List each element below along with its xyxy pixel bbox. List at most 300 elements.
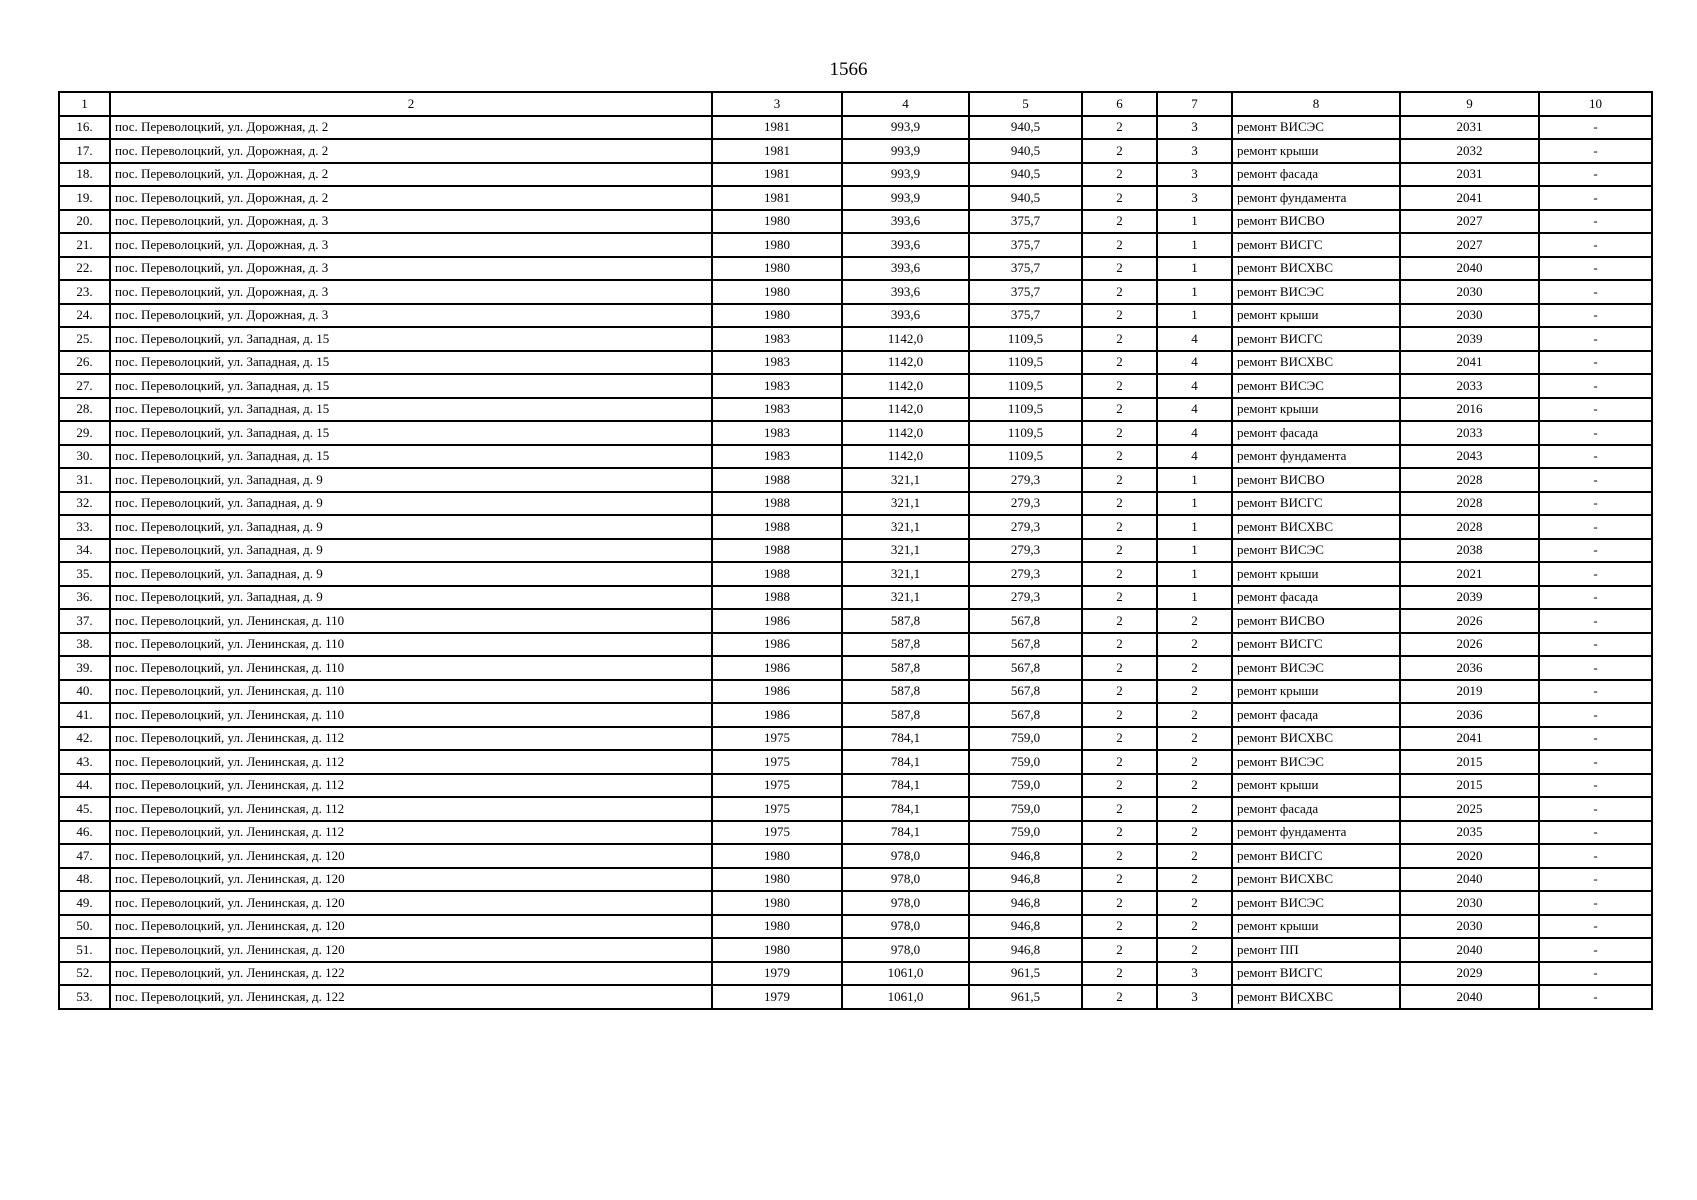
floors-cell: 2 <box>1082 985 1157 1009</box>
floors-cell: 2 <box>1082 421 1157 445</box>
table-row <box>59 797 1652 821</box>
row-number-cell: 29. <box>59 421 110 445</box>
row-number-cell: 23. <box>59 280 110 304</box>
planned-year-cell: 2032 <box>1400 139 1539 163</box>
year-built-cell: 1986 <box>712 609 842 633</box>
column-header: 1 <box>59 92 110 116</box>
entrances-cell: 2 <box>1157 844 1232 868</box>
planned-year-cell: 2043 <box>1400 445 1539 469</box>
total-area-cell: 321,1 <box>842 586 969 610</box>
table-row <box>59 233 1652 257</box>
total-area-cell: 321,1 <box>842 562 969 586</box>
note-cell: - <box>1539 539 1652 563</box>
address-cell: пос. Переволоцкий, ул. Западная, д. 15 <box>110 398 712 422</box>
row-number-cell: 52. <box>59 962 110 986</box>
planned-year-cell: 2025 <box>1400 797 1539 821</box>
year-built-cell: 1981 <box>712 116 842 140</box>
living-area-cell: 375,7 <box>969 257 1082 281</box>
note-cell: - <box>1539 985 1652 1009</box>
column-header: 8 <box>1232 92 1400 116</box>
floors-cell: 2 <box>1082 680 1157 704</box>
entrances-cell: 2 <box>1157 891 1232 915</box>
table-body <box>59 116 1652 1009</box>
address-cell: пос. Переволоцкий, ул. Ленинская, д. 110 <box>110 656 712 680</box>
table-row <box>59 421 1652 445</box>
work-type-cell: ремонт ВИСХВС <box>1232 727 1400 751</box>
year-built-cell: 1988 <box>712 492 842 516</box>
work-type-cell: ремонт ПП <box>1232 938 1400 962</box>
address-cell: пос. Переволоцкий, ул. Дорожная, д. 3 <box>110 280 712 304</box>
planned-year-cell: 2026 <box>1400 633 1539 657</box>
header-row <box>59 92 1652 116</box>
entrances-cell: 1 <box>1157 257 1232 281</box>
floors-cell: 2 <box>1082 515 1157 539</box>
work-type-cell: ремонт ВИСХВС <box>1232 257 1400 281</box>
address-cell: пос. Переволоцкий, ул. Западная, д. 15 <box>110 327 712 351</box>
table-row <box>59 468 1652 492</box>
address-cell: пос. Переволоцкий, ул. Западная, д. 15 <box>110 351 712 375</box>
planned-year-cell: 2031 <box>1400 116 1539 140</box>
address-cell: пос. Переволоцкий, ул. Западная, д. 9 <box>110 468 712 492</box>
year-built-cell: 1983 <box>712 327 842 351</box>
living-area-cell: 1109,5 <box>969 351 1082 375</box>
entrances-cell: 1 <box>1157 515 1232 539</box>
row-number-cell: 19. <box>59 186 110 210</box>
work-type-cell: ремонт фасада <box>1232 586 1400 610</box>
address-cell: пос. Переволоцкий, ул. Западная, д. 15 <box>110 421 712 445</box>
row-number-cell: 31. <box>59 468 110 492</box>
living-area-cell: 946,8 <box>969 868 1082 892</box>
page-number: 1566 <box>829 59 868 80</box>
planned-year-cell: 2033 <box>1400 374 1539 398</box>
total-area-cell: 784,1 <box>842 727 969 751</box>
row-number-cell: 33. <box>59 515 110 539</box>
planned-year-cell: 2036 <box>1400 703 1539 727</box>
row-number-cell: 36. <box>59 586 110 610</box>
year-built-cell: 1980 <box>712 280 842 304</box>
work-type-cell: ремонт крыши <box>1232 774 1400 798</box>
year-built-cell: 1980 <box>712 257 842 281</box>
entrances-cell: 2 <box>1157 797 1232 821</box>
address-cell: пос. Переволоцкий, ул. Дорожная, д. 3 <box>110 257 712 281</box>
table-row <box>59 139 1652 163</box>
living-area-cell: 279,3 <box>969 586 1082 610</box>
table-row <box>59 938 1652 962</box>
work-type-cell: ремонт ВИСВО <box>1232 468 1400 492</box>
floors-cell: 2 <box>1082 844 1157 868</box>
entrances-cell: 3 <box>1157 116 1232 140</box>
year-built-cell: 1980 <box>712 304 842 328</box>
entrances-cell: 4 <box>1157 327 1232 351</box>
floors-cell: 2 <box>1082 821 1157 845</box>
table-row <box>59 398 1652 422</box>
living-area-cell: 279,3 <box>969 492 1082 516</box>
note-cell: - <box>1539 515 1652 539</box>
table-row <box>59 962 1652 986</box>
total-area-cell: 321,1 <box>842 492 969 516</box>
work-type-cell: ремонт крыши <box>1232 915 1400 939</box>
row-number-cell: 38. <box>59 633 110 657</box>
row-number-cell: 47. <box>59 844 110 868</box>
year-built-cell: 1983 <box>712 374 842 398</box>
address-cell: пос. Переволоцкий, ул. Ленинская, д. 112 <box>110 750 712 774</box>
year-built-cell: 1975 <box>712 821 842 845</box>
note-cell: - <box>1539 233 1652 257</box>
row-number-cell: 25. <box>59 327 110 351</box>
planned-year-cell: 2040 <box>1400 257 1539 281</box>
entrances-cell: 2 <box>1157 938 1232 962</box>
work-type-cell: ремонт ВИСГС <box>1232 962 1400 986</box>
note-cell: - <box>1539 327 1652 351</box>
note-cell: - <box>1539 915 1652 939</box>
table-row <box>59 750 1652 774</box>
entrances-cell: 1 <box>1157 280 1232 304</box>
floors-cell: 2 <box>1082 186 1157 210</box>
floors-cell: 2 <box>1082 163 1157 187</box>
planned-year-cell: 2036 <box>1400 656 1539 680</box>
address-cell: пос. Переволоцкий, ул. Ленинская, д. 120 <box>110 938 712 962</box>
note-cell: - <box>1539 210 1652 234</box>
total-area-cell: 784,1 <box>842 821 969 845</box>
row-number-cell: 30. <box>59 445 110 469</box>
entrances-cell: 2 <box>1157 609 1232 633</box>
work-type-cell: ремонт фасада <box>1232 163 1400 187</box>
planned-year-cell: 2033 <box>1400 421 1539 445</box>
year-built-cell: 1981 <box>712 139 842 163</box>
work-type-cell: ремонт ВИСХВС <box>1232 868 1400 892</box>
living-area-cell: 759,0 <box>969 821 1082 845</box>
row-number-cell: 26. <box>59 351 110 375</box>
total-area-cell: 784,1 <box>842 774 969 798</box>
table-row <box>59 915 1652 939</box>
work-type-cell: ремонт ВИСЭС <box>1232 280 1400 304</box>
entrances-cell: 1 <box>1157 233 1232 257</box>
row-number-cell: 37. <box>59 609 110 633</box>
row-number-cell: 46. <box>59 821 110 845</box>
planned-year-cell: 2039 <box>1400 586 1539 610</box>
work-type-cell: ремонт фасада <box>1232 703 1400 727</box>
table-row <box>59 633 1652 657</box>
floors-cell: 2 <box>1082 609 1157 633</box>
address-cell: пос. Переволоцкий, ул. Западная, д. 9 <box>110 562 712 586</box>
note-cell: - <box>1539 727 1652 751</box>
entrances-cell: 2 <box>1157 915 1232 939</box>
work-type-cell: ремонт ВИСХВС <box>1232 985 1400 1009</box>
work-type-cell: ремонт ВИСЭС <box>1232 656 1400 680</box>
row-number-cell: 27. <box>59 374 110 398</box>
address-cell: пос. Переволоцкий, ул. Дорожная, д. 3 <box>110 304 712 328</box>
work-type-cell: ремонт крыши <box>1232 680 1400 704</box>
floors-cell: 2 <box>1082 656 1157 680</box>
floors-cell: 2 <box>1082 891 1157 915</box>
note-cell: - <box>1539 609 1652 633</box>
work-type-cell: ремонт ВИСВО <box>1232 609 1400 633</box>
planned-year-cell: 2016 <box>1400 398 1539 422</box>
column-header: 10 <box>1539 92 1652 116</box>
planned-year-cell: 2027 <box>1400 210 1539 234</box>
living-area-cell: 567,8 <box>969 656 1082 680</box>
living-area-cell: 1109,5 <box>969 374 1082 398</box>
year-built-cell: 1975 <box>712 774 842 798</box>
address-cell: пос. Переволоцкий, ул. Ленинская, д. 112 <box>110 774 712 798</box>
entrances-cell: 4 <box>1157 421 1232 445</box>
note-cell: - <box>1539 351 1652 375</box>
planned-year-cell: 2040 <box>1400 868 1539 892</box>
planned-year-cell: 2026 <box>1400 609 1539 633</box>
address-cell: пос. Переволоцкий, ул. Ленинская, д. 110 <box>110 680 712 704</box>
note-cell: - <box>1539 257 1652 281</box>
work-type-cell: ремонт фасада <box>1232 421 1400 445</box>
year-built-cell: 1983 <box>712 445 842 469</box>
entrances-cell: 3 <box>1157 962 1232 986</box>
table-row <box>59 844 1652 868</box>
work-type-cell: ремонт ВИСЭС <box>1232 116 1400 140</box>
year-built-cell: 1981 <box>712 186 842 210</box>
floors-cell: 2 <box>1082 938 1157 962</box>
entrances-cell: 1 <box>1157 586 1232 610</box>
year-built-cell: 1980 <box>712 233 842 257</box>
planned-year-cell: 2041 <box>1400 351 1539 375</box>
total-area-cell: 1142,0 <box>842 327 969 351</box>
living-area-cell: 946,8 <box>969 938 1082 962</box>
note-cell: - <box>1539 891 1652 915</box>
year-built-cell: 1983 <box>712 351 842 375</box>
table-row <box>59 374 1652 398</box>
table-row <box>59 562 1652 586</box>
living-area-cell: 961,5 <box>969 985 1082 1009</box>
total-area-cell: 993,9 <box>842 186 969 210</box>
work-type-cell: ремонт крыши <box>1232 398 1400 422</box>
row-number-cell: 43. <box>59 750 110 774</box>
note-cell: - <box>1539 844 1652 868</box>
entrances-cell: 2 <box>1157 750 1232 774</box>
total-area-cell: 993,9 <box>842 139 969 163</box>
address-cell: пос. Переволоцкий, ул. Ленинская, д. 112 <box>110 727 712 751</box>
floors-cell: 2 <box>1082 539 1157 563</box>
floors-cell: 2 <box>1082 633 1157 657</box>
note-cell: - <box>1539 774 1652 798</box>
living-area-cell: 279,3 <box>969 539 1082 563</box>
year-built-cell: 1980 <box>712 915 842 939</box>
planned-year-cell: 2038 <box>1400 539 1539 563</box>
planned-year-cell: 2027 <box>1400 233 1539 257</box>
floors-cell: 2 <box>1082 962 1157 986</box>
note-cell: - <box>1539 962 1652 986</box>
row-number-cell: 45. <box>59 797 110 821</box>
row-number-cell: 18. <box>59 163 110 187</box>
floors-cell: 2 <box>1082 727 1157 751</box>
floors-cell: 2 <box>1082 868 1157 892</box>
year-built-cell: 1975 <box>712 750 842 774</box>
total-area-cell: 1142,0 <box>842 398 969 422</box>
entrances-cell: 3 <box>1157 163 1232 187</box>
entrances-cell: 2 <box>1157 727 1232 751</box>
floors-cell: 2 <box>1082 703 1157 727</box>
planned-year-cell: 2031 <box>1400 163 1539 187</box>
planned-year-cell: 2035 <box>1400 821 1539 845</box>
entrances-cell: 2 <box>1157 703 1232 727</box>
total-area-cell: 978,0 <box>842 868 969 892</box>
entrances-cell: 3 <box>1157 186 1232 210</box>
address-cell: пос. Переволоцкий, ул. Дорожная, д. 2 <box>110 139 712 163</box>
entrances-cell: 4 <box>1157 398 1232 422</box>
table-row <box>59 210 1652 234</box>
note-cell: - <box>1539 374 1652 398</box>
planned-year-cell: 2015 <box>1400 774 1539 798</box>
table-row <box>59 304 1652 328</box>
total-area-cell: 587,8 <box>842 609 969 633</box>
entrances-cell: 4 <box>1157 445 1232 469</box>
note-cell: - <box>1539 750 1652 774</box>
entrances-cell: 2 <box>1157 868 1232 892</box>
living-area-cell: 946,8 <box>969 891 1082 915</box>
address-cell: пос. Переволоцкий, ул. Ленинская, д. 120 <box>110 844 712 868</box>
address-cell: пос. Переволоцкий, ул. Ленинская, д. 110 <box>110 703 712 727</box>
floors-cell: 2 <box>1082 562 1157 586</box>
table-row <box>59 327 1652 351</box>
total-area-cell: 978,0 <box>842 844 969 868</box>
table-row <box>59 868 1652 892</box>
total-area-cell: 587,8 <box>842 656 969 680</box>
year-built-cell: 1986 <box>712 703 842 727</box>
row-number-cell: 42. <box>59 727 110 751</box>
year-built-cell: 1988 <box>712 468 842 492</box>
row-number-cell: 35. <box>59 562 110 586</box>
entrances-cell: 1 <box>1157 562 1232 586</box>
living-area-cell: 1109,5 <box>969 421 1082 445</box>
note-cell: - <box>1539 492 1652 516</box>
year-built-cell: 1986 <box>712 656 842 680</box>
column-header: 5 <box>969 92 1082 116</box>
row-number-cell: 34. <box>59 539 110 563</box>
address-cell: пос. Переволоцкий, ул. Западная, д. 9 <box>110 586 712 610</box>
note-cell: - <box>1539 562 1652 586</box>
living-area-cell: 759,0 <box>969 774 1082 798</box>
address-cell: пос. Переволоцкий, ул. Ленинская, д. 122 <box>110 962 712 986</box>
living-area-cell: 940,5 <box>969 186 1082 210</box>
work-type-cell: ремонт ВИСГС <box>1232 327 1400 351</box>
total-area-cell: 393,6 <box>842 280 969 304</box>
note-cell: - <box>1539 797 1652 821</box>
note-cell: - <box>1539 421 1652 445</box>
entrances-cell: 2 <box>1157 774 1232 798</box>
row-number-cell: 41. <box>59 703 110 727</box>
entrances-cell: 4 <box>1157 374 1232 398</box>
table-row <box>59 985 1652 1009</box>
work-type-cell: ремонт крыши <box>1232 304 1400 328</box>
note-cell: - <box>1539 821 1652 845</box>
floors-cell: 2 <box>1082 468 1157 492</box>
living-area-cell: 946,8 <box>969 844 1082 868</box>
living-area-cell: 759,0 <box>969 750 1082 774</box>
work-type-cell: ремонт ВИСГС <box>1232 633 1400 657</box>
entrances-cell: 1 <box>1157 539 1232 563</box>
living-area-cell: 961,5 <box>969 962 1082 986</box>
planned-year-cell: 2028 <box>1400 492 1539 516</box>
row-number-cell: 53. <box>59 985 110 1009</box>
entrances-cell: 2 <box>1157 680 1232 704</box>
year-built-cell: 1988 <box>712 586 842 610</box>
living-area-cell: 279,3 <box>969 515 1082 539</box>
total-area-cell: 587,8 <box>842 703 969 727</box>
address-cell: пос. Переволоцкий, ул. Ленинская, д. 120 <box>110 915 712 939</box>
work-type-cell: ремонт крыши <box>1232 139 1400 163</box>
table-row <box>59 727 1652 751</box>
row-number-cell: 28. <box>59 398 110 422</box>
floors-cell: 2 <box>1082 915 1157 939</box>
address-cell: пос. Переволоцкий, ул. Ленинская, д. 120 <box>110 891 712 915</box>
entrances-cell: 3 <box>1157 985 1232 1009</box>
living-area-cell: 375,7 <box>969 233 1082 257</box>
table-row <box>59 116 1652 140</box>
row-number-cell: 40. <box>59 680 110 704</box>
total-area-cell: 393,6 <box>842 233 969 257</box>
planned-year-cell: 2015 <box>1400 750 1539 774</box>
row-number-cell: 22. <box>59 257 110 281</box>
address-cell: пос. Переволоцкий, ул. Западная, д. 9 <box>110 515 712 539</box>
table-row <box>59 163 1652 187</box>
year-built-cell: 1983 <box>712 398 842 422</box>
note-cell: - <box>1539 656 1652 680</box>
planned-year-cell: 2021 <box>1400 562 1539 586</box>
floors-cell: 2 <box>1082 210 1157 234</box>
floors-cell: 2 <box>1082 257 1157 281</box>
year-built-cell: 1980 <box>712 210 842 234</box>
living-area-cell: 567,8 <box>969 703 1082 727</box>
planned-year-cell: 2039 <box>1400 327 1539 351</box>
living-area-cell: 759,0 <box>969 797 1082 821</box>
year-built-cell: 1988 <box>712 562 842 586</box>
total-area-cell: 393,6 <box>842 210 969 234</box>
row-number-cell: 44. <box>59 774 110 798</box>
work-type-cell: ремонт фундамента <box>1232 821 1400 845</box>
total-area-cell: 1142,0 <box>842 421 969 445</box>
table-row <box>59 774 1652 798</box>
table-row <box>59 186 1652 210</box>
work-type-cell: ремонт ВИСГС <box>1232 492 1400 516</box>
total-area-cell: 993,9 <box>842 163 969 187</box>
address-cell: пос. Переволоцкий, ул. Дорожная, д. 2 <box>110 116 712 140</box>
total-area-cell: 993,9 <box>842 116 969 140</box>
address-cell: пос. Переволоцкий, ул. Дорожная, д. 3 <box>110 233 712 257</box>
note-cell: - <box>1539 398 1652 422</box>
row-number-cell: 20. <box>59 210 110 234</box>
total-area-cell: 321,1 <box>842 468 969 492</box>
total-area-cell: 393,6 <box>842 304 969 328</box>
entrances-cell: 2 <box>1157 656 1232 680</box>
floors-cell: 2 <box>1082 351 1157 375</box>
total-area-cell: 1142,0 <box>842 445 969 469</box>
living-area-cell: 940,5 <box>969 163 1082 187</box>
year-built-cell: 1980 <box>712 844 842 868</box>
floors-cell: 2 <box>1082 492 1157 516</box>
address-cell: пос. Переволоцкий, ул. Ленинская, д. 120 <box>110 868 712 892</box>
planned-year-cell: 2030 <box>1400 891 1539 915</box>
row-number-cell: 32. <box>59 492 110 516</box>
floors-cell: 2 <box>1082 797 1157 821</box>
table-row <box>59 821 1652 845</box>
floors-cell: 2 <box>1082 374 1157 398</box>
note-cell: - <box>1539 163 1652 187</box>
column-header: 2 <box>110 92 712 116</box>
living-area-cell: 1109,5 <box>969 327 1082 351</box>
year-built-cell: 1986 <box>712 633 842 657</box>
year-built-cell: 1979 <box>712 962 842 986</box>
note-cell: - <box>1539 304 1652 328</box>
living-area-cell: 279,3 <box>969 562 1082 586</box>
living-area-cell: 946,8 <box>969 915 1082 939</box>
table-row <box>59 656 1652 680</box>
